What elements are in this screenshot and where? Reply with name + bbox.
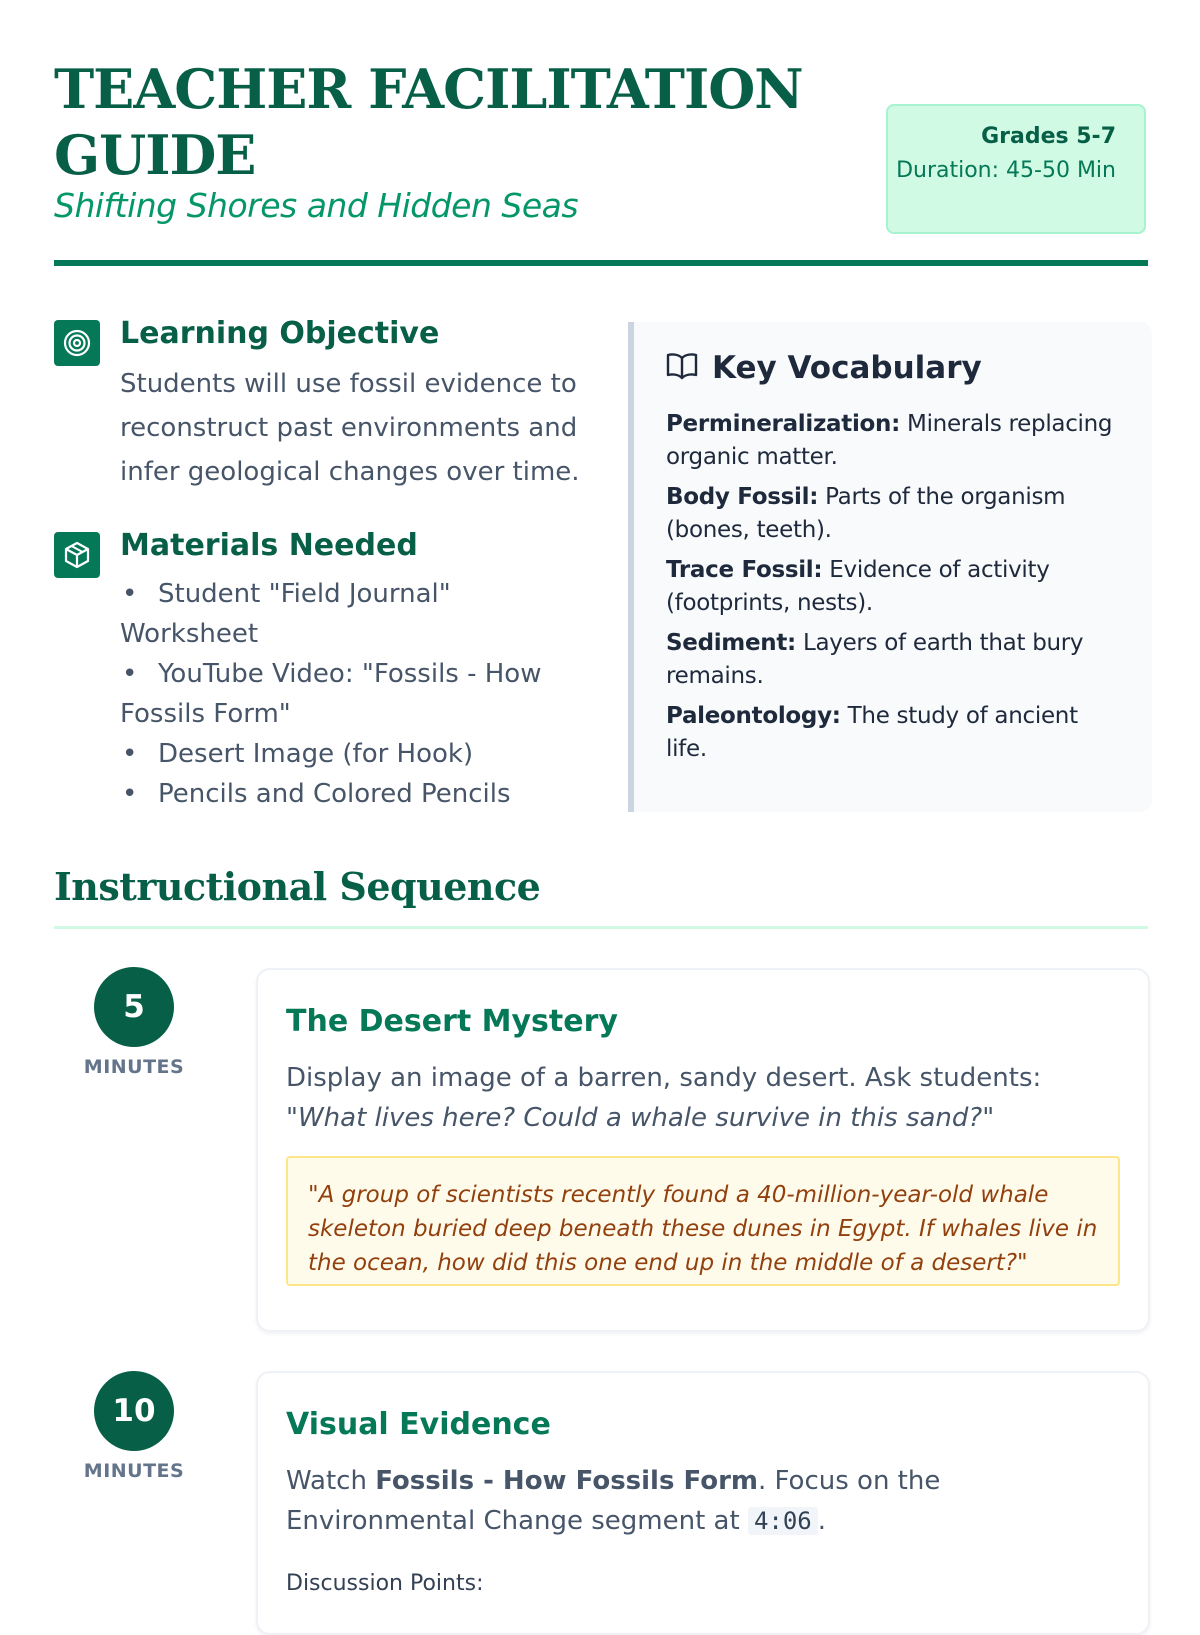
key-vocabulary-panel [628, 322, 1152, 812]
list-item: • Student "Field Journal" Worksheet [120, 579, 451, 649]
hook-callout: "A group of scientists recently found a 40-million-year-old whale skeleton buried deep beneath these dunes in Egypt. If whales live in the ocean, how did this one end up in the middle of a desert?" [286, 1156, 1120, 1286]
materials-section [54, 528, 594, 812]
vocab-item: Sediment: Layers of earth that bury remains. [666, 630, 1084, 689]
materials-title: Materials Needed [120, 528, 418, 563]
step-1-minutes-badge: 5 [94, 967, 174, 1047]
vocab-item: Trace Fossil: Evidence of activity (footprints, nests). [666, 557, 1050, 616]
step-2-minutes-badge: 10 [94, 1371, 174, 1451]
step-1-minutes-label: MINUTES [83, 1056, 185, 1078]
header [54, 56, 1148, 268]
step-2-minutes-label: MINUTES [83, 1460, 185, 1482]
vocab-item: Body Fossil: Parts of the organism (bones, teeth). [666, 484, 1066, 543]
list-item: • YouTube Video: "Fossils - How Fossils Form" [120, 659, 542, 729]
step-1-title: The Desert Mystery [286, 1004, 618, 1039]
instructional-sequence-title: Instructional Sequence [54, 864, 541, 909]
target-icon [54, 320, 100, 366]
vocab-item: Permineralization: Minerals replacing organic matter. [666, 411, 1113, 470]
discussion-points-label: Discussion Points: [286, 1571, 484, 1596]
vocabulary-list [666, 408, 1114, 773]
list-item: • Pencils and Colored Pencils [122, 779, 511, 809]
step-1-text: Display an image of a barren, sandy desert. Ask students: "What lives here? Could a whale survive in this sand?" [286, 1063, 1042, 1133]
page-title: TEACHER FACILITATION GUIDE [54, 57, 803, 187]
box-icon [54, 532, 100, 578]
page-subtitle: Shifting Shores and Hidden Seas [54, 186, 579, 225]
key-vocabulary-header [666, 350, 982, 386]
learning-objective-title: Learning Objective [120, 316, 440, 351]
video-timestamp: 4:06 [748, 1507, 818, 1535]
header-divider [54, 260, 1148, 266]
grade-duration-badge [886, 104, 1146, 234]
learning-objective-text: Students will use fossil evidence to reconstruct past environments and infer geological changes over time. [120, 369, 580, 487]
open-book-icon [666, 352, 698, 384]
step-card-visual-evidence [256, 1371, 1150, 1635]
learning-objective-section [54, 316, 594, 490]
step-card-desert-mystery [256, 968, 1150, 1332]
key-vocabulary-title: Key Vocabulary [712, 350, 982, 386]
sequence-divider [54, 926, 1148, 929]
step-2-text: Watch Fossils - How Fossils Form. Focus on the Environmental Change segment at 4:06 . [286, 1466, 941, 1536]
list-item: • Desert Image (for Hook) [122, 739, 474, 769]
grades-label: Grades 5-7 [981, 124, 1116, 149]
step-2-title: Visual Evidence [286, 1407, 551, 1442]
vocab-item: Paleontology: The study of ancient life. [666, 703, 1078, 762]
materials-list [120, 574, 590, 814]
duration-label: Duration: 45-50 Min [896, 158, 1116, 183]
